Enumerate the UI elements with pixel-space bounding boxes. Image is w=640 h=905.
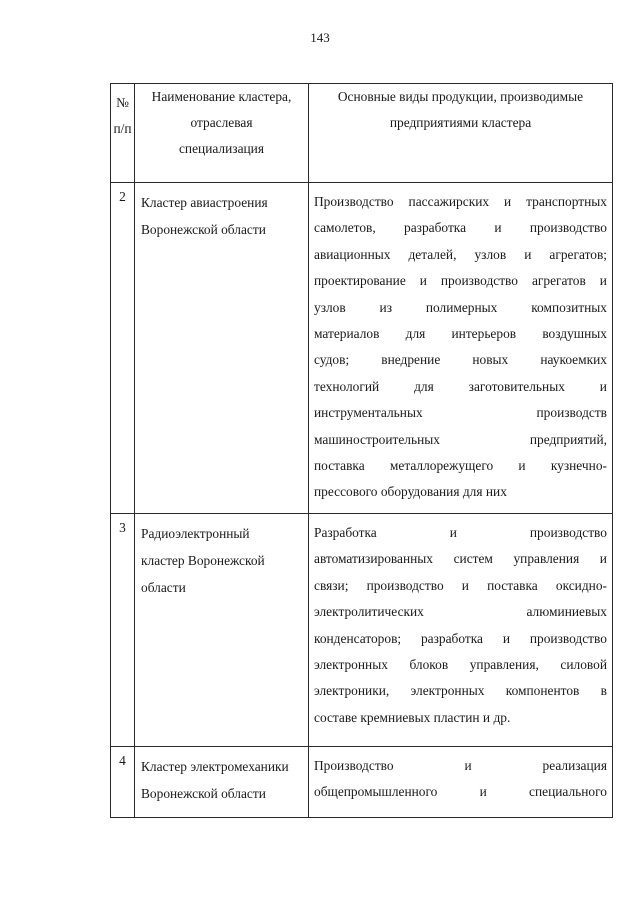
header-number-abbrev: п/п [113,121,132,136]
word: производство [529,525,607,540]
word: разработка [404,220,467,236]
products-line: составе кремниевых пластин и др. [314,709,511,725]
products-line [314,779,607,805]
word: автоматизированных [314,551,434,567]
products-line [314,215,607,241]
word: в [600,683,607,699]
header-number-symbol: № [116,95,129,110]
word: и [502,630,511,646]
products-line [314,652,607,678]
word: кузнечно- [550,457,607,473]
products-line [314,347,607,373]
word: поставка [487,577,538,593]
word: пассажирских [408,194,490,209]
row-number: 2 [111,183,135,514]
word: алюминиевых [526,604,607,620]
word: электролитических [314,604,424,620]
table-row [111,514,613,747]
products-line [314,242,607,268]
products-line: прессового оборудования для них [314,484,507,500]
word: судов; [314,352,350,368]
table-row [111,747,613,818]
word: заготовительных [468,378,565,394]
word: общепромышленного [314,784,438,800]
word: материалов [314,325,380,341]
word: поставка [314,457,365,473]
cluster-name [135,514,309,747]
products-line [314,678,607,704]
products-line [314,268,607,294]
word: агрегатов; [549,246,607,262]
header-number [111,84,135,183]
header-cluster-name-line: специализация [178,141,265,156]
row-number: 4 [111,747,135,818]
word: из [379,299,392,315]
word: Производство [314,758,394,773]
word: транспортных [526,194,607,209]
cluster-name-line: Кластер авиастроения [141,195,268,210]
word: и [461,577,469,593]
products-line [314,295,607,321]
word: и [524,246,532,262]
products-line [314,189,607,215]
word: внедрение [381,352,441,368]
products-line [314,321,607,347]
header-cluster-name [135,84,309,183]
word: разработка [420,630,483,646]
word: композитных [531,299,607,315]
cluster-name [135,747,309,818]
products-line [314,427,607,453]
word: производство [529,630,607,646]
word: металлорежущего [389,457,494,473]
word: полимерных [425,299,498,315]
word: и [494,220,502,236]
header-products-line: предприятиями кластера [389,115,532,130]
word: и [599,551,607,567]
word: авиационных [314,246,391,262]
products-line [314,546,607,572]
word: силовой [560,656,607,672]
products-line [314,374,607,400]
word: и [518,457,526,473]
products-line [314,753,607,779]
word: наукоемких [540,352,607,368]
word: и [449,525,457,540]
word: блоков [409,656,449,672]
word: узлов [474,246,507,262]
table-row [111,183,613,514]
word: производство [529,220,607,236]
cluster-products [309,514,613,747]
word: связи; [314,577,349,593]
word: оксидно- [555,577,607,593]
word: производств [536,405,607,421]
word: производство [440,273,518,289]
word: проектирование [314,273,406,289]
word: реализация [542,758,607,773]
word: систем [453,551,493,567]
products-line [314,520,607,546]
word: электронных [314,656,388,672]
word: для [414,378,434,394]
header-cluster-name-line: Наименование кластера, [151,89,292,104]
row-number: 3 [111,514,135,747]
word: машиностроительных [314,431,440,447]
word: и [599,273,607,289]
products-line [314,599,607,625]
word: Разработка [314,525,377,540]
cluster-products [309,747,613,818]
word: управления [513,551,580,567]
products-line [314,573,607,599]
products-line [314,400,607,426]
word: электронных [410,683,485,699]
word: Производство [314,194,394,209]
products-line [314,453,607,479]
word: и [504,194,512,209]
word: электроники, [314,683,390,699]
cluster-name-line: Радиоэлектронный [141,526,250,541]
header-products [309,84,613,183]
page-number: 143 [310,30,330,45]
cluster-products [309,183,613,514]
cluster-name [135,183,309,514]
word: инструментальных [314,405,423,421]
cluster-name-line: Воронежской области [141,786,266,801]
word: управления, [469,656,539,672]
cluster-name-line: кластер Воронежской [141,553,265,568]
word: самолетов, [314,220,376,236]
word: и [479,784,487,800]
word: деталей, [408,246,457,262]
word: воздушных [542,325,607,341]
word: специального [529,784,607,800]
word: для [405,325,426,341]
cluster-name-line: Воронежской области [141,222,266,237]
word: и [599,378,607,394]
word: конденсаторов; [314,630,402,646]
cluster-name-line: Кластер электромеханики [141,759,289,774]
table-header-row [111,84,613,183]
header-cluster-name-line: отраслевая [190,115,253,130]
word: и [464,758,472,773]
word: интерьеров [451,325,517,341]
clusters-table [110,83,613,818]
word: и [419,273,427,289]
word: предприятий, [529,431,607,447]
word: агрегатов [531,273,586,289]
word: новых [472,352,509,368]
word: узлов [314,299,346,315]
word: технологий [314,378,380,394]
header-products-line: Основные виды продукции, производимые [337,89,584,104]
word: компонентов [505,683,580,699]
products-line [314,626,607,652]
cluster-name-line: области [141,580,186,595]
word: производство [366,577,444,593]
